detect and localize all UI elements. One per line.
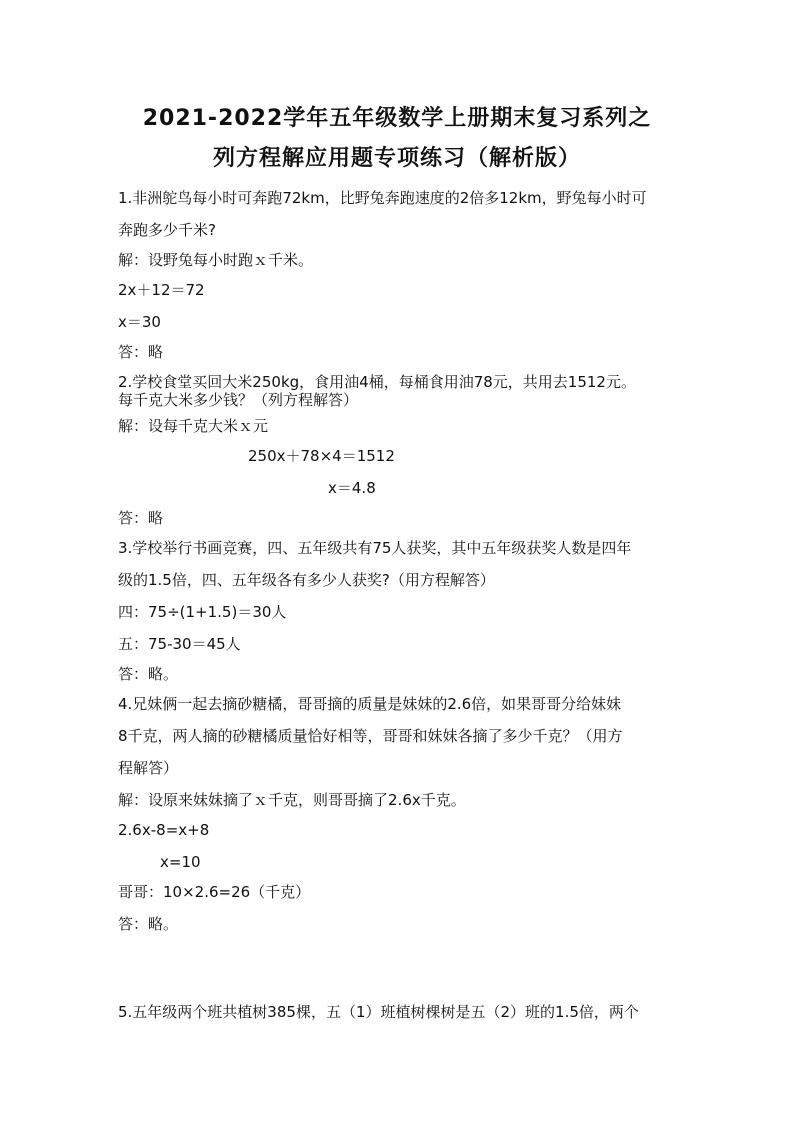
problem-4-result: x=10 <box>160 853 201 871</box>
problem-2-question-line-2: 每千克大米多少钱？（列方程解答） <box>118 391 359 409</box>
problem-3-step-grade-5: 五：75-30＝45人 <box>118 635 241 653</box>
problem-1-result: x＝30 <box>118 313 161 331</box>
problem-5-question-line-1: 5.五年级两个班共植树385棵，五（1）班植树棵树是五（2）班的1.5倍，两个 <box>118 1003 639 1021</box>
problem-3-answer: 答：略。 <box>118 665 179 683</box>
page-title-line-1: 2021-2022学年五年级数学上册期末复习系列之 <box>142 106 652 131</box>
problem-1-solution-setup: 解：设野兔每小时跑ｘ千米。 <box>118 251 314 269</box>
problem-1-question-line-2: 奔跑多少千米? <box>118 221 216 239</box>
problem-4-question-line-1: 4.兄妹俩一起去摘砂糖橘，哥哥摘的质量是妹妹的2.6倍，如果哥哥分给妹妹 <box>118 695 622 713</box>
problem-2-equation: 250x＋78×4＝1512 <box>248 447 395 465</box>
problem-4-solution-setup: 解：设原来妹妹摘了ｘ千克，则哥哥摘了2.6x千克。 <box>118 791 466 809</box>
problem-2-result: x＝4.8 <box>328 479 376 497</box>
problem-1-answer: 答：略 <box>118 343 164 361</box>
problem-4-answer: 答：略。 <box>118 915 179 933</box>
page-title-line-2: 列方程解应用题专项练习（解析版） <box>212 146 581 171</box>
problem-4-equation: 2.6x-8=x+8 <box>118 821 210 839</box>
problem-4-brother-amount: 哥哥：10×2.6=26（千克） <box>118 883 311 901</box>
problem-3-question-line-1: 3.学校举行书画竞赛，四、五年级共有75人获奖，其中五年级获奖人数是四年 <box>118 539 632 557</box>
problem-2-question-line-1: 2.学校食堂买回大米250kg，食用油4桶，每桶食用油78元，共用去1512元。 <box>118 373 636 391</box>
problem-1-equation: 2x＋12＝72 <box>118 281 205 299</box>
problem-3-step-grade-4: 四：75÷(1+1.5)＝30人 <box>118 603 287 621</box>
problem-1-question-line-1: 1.非洲鸵鸟每小时可奔跑72km，比野兔奔跑速度的2倍多12km，野兔每小时可 <box>118 189 647 207</box>
problem-2-solution-setup: 解：设每千克大米ｘ元 <box>118 417 269 435</box>
problem-3-question-line-2: 级的1.5倍，四、五年级各有多少人获奖?（用方程解答） <box>118 571 495 589</box>
problem-4-question-line-2: 8千克，两人摘的砂糖橘质量恰好相等，哥哥和妹妹各摘了多少千克？（用方 <box>118 727 623 745</box>
problem-4-question-line-3: 程解答） <box>118 759 179 777</box>
problem-2-answer: 答：略 <box>118 509 164 527</box>
